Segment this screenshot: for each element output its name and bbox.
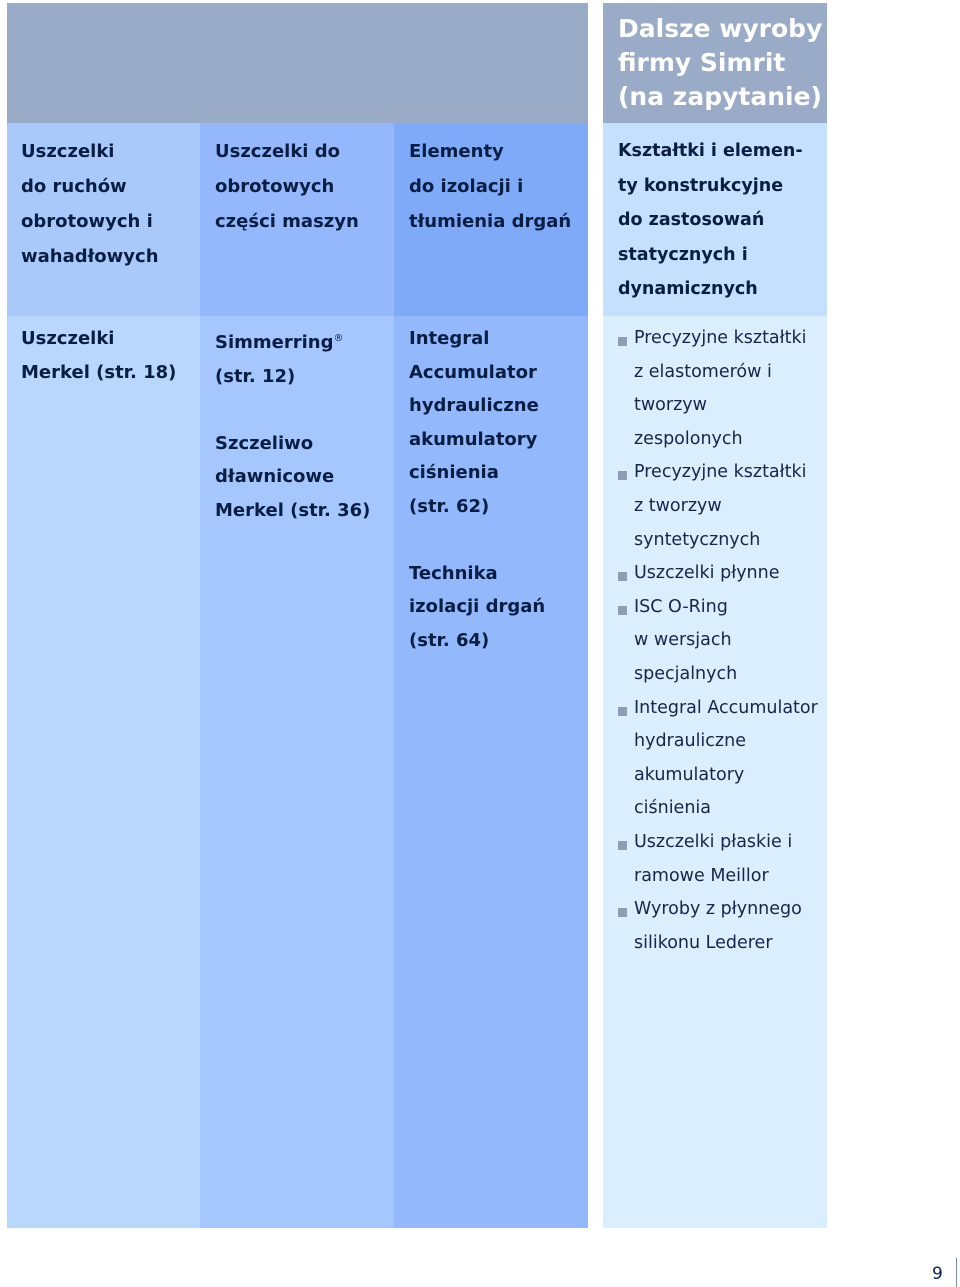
square-bullet-icon bbox=[618, 471, 627, 480]
square-bullet-icon bbox=[618, 707, 627, 716]
square-bullet-icon bbox=[618, 572, 627, 581]
column-1-body-panel bbox=[7, 316, 200, 1228]
right-column-list bbox=[618, 322, 824, 960]
square-bullet-icon bbox=[618, 337, 627, 346]
list-item: ISC O-Ring w wersjach specjalnych bbox=[618, 591, 824, 692]
column-1-entry: Uszczelki Merkel (str. 18) bbox=[21, 328, 177, 383]
right-column-header: Kształtki i elemen- ty konstrukcyjne do zastosowań statycznych i dynamicznych bbox=[618, 141, 803, 299]
square-bullet-icon bbox=[618, 908, 627, 917]
list-item: Integral Accumulator hydrauliczne akumulatory ciśnienia bbox=[618, 692, 824, 826]
square-bullet-icon bbox=[618, 606, 627, 615]
page-number: 9 bbox=[932, 1264, 943, 1284]
column-3-body bbox=[409, 322, 589, 657]
list-item: Precyzyjne kształtki z tworzyw syntetycznych bbox=[618, 456, 824, 557]
top-header-band bbox=[7, 3, 588, 123]
list-item: Uszczelki płynne bbox=[618, 557, 824, 591]
column-3-header: Elementy do izolacji i tłumienia drgań bbox=[409, 141, 572, 232]
right-column-title: Dalsze wyroby firmy Simrit (na zapytanie) bbox=[618, 14, 823, 111]
column-2-entry-simmerring: Simmerring® (str. 12) bbox=[215, 332, 344, 387]
column-1-body bbox=[21, 322, 201, 389]
list-item: Uszczelki płaskie i ramowe Meillor bbox=[618, 826, 824, 893]
list-item: Precyzyjne kształtki z elastomerów i tworzyw zespolonych bbox=[618, 322, 824, 456]
registered-mark: ® bbox=[333, 333, 344, 344]
list-item: Wyroby z płynnego silikonu Lederer bbox=[618, 893, 824, 960]
square-bullet-icon bbox=[618, 841, 627, 850]
page-edge-divider bbox=[956, 1258, 957, 1287]
column-2-body bbox=[215, 322, 395, 527]
column-2-header: Uszczelki do obrotowych części maszyn bbox=[215, 141, 359, 232]
column-3-entry-integral: Integral Accumulator hydrauliczne akumulatory ciśnienia (str. 62) bbox=[409, 328, 539, 517]
column-2-entry-szczeliwo: Szczeliwo dławnicowe Merkel (str. 36) bbox=[215, 432, 371, 521]
column-3-entry-technika: Technika izolacji drgań (str. 64) bbox=[409, 562, 546, 651]
column-1-header: Uszczelki do ruchów obrotowych i wahadłowych bbox=[21, 141, 159, 267]
